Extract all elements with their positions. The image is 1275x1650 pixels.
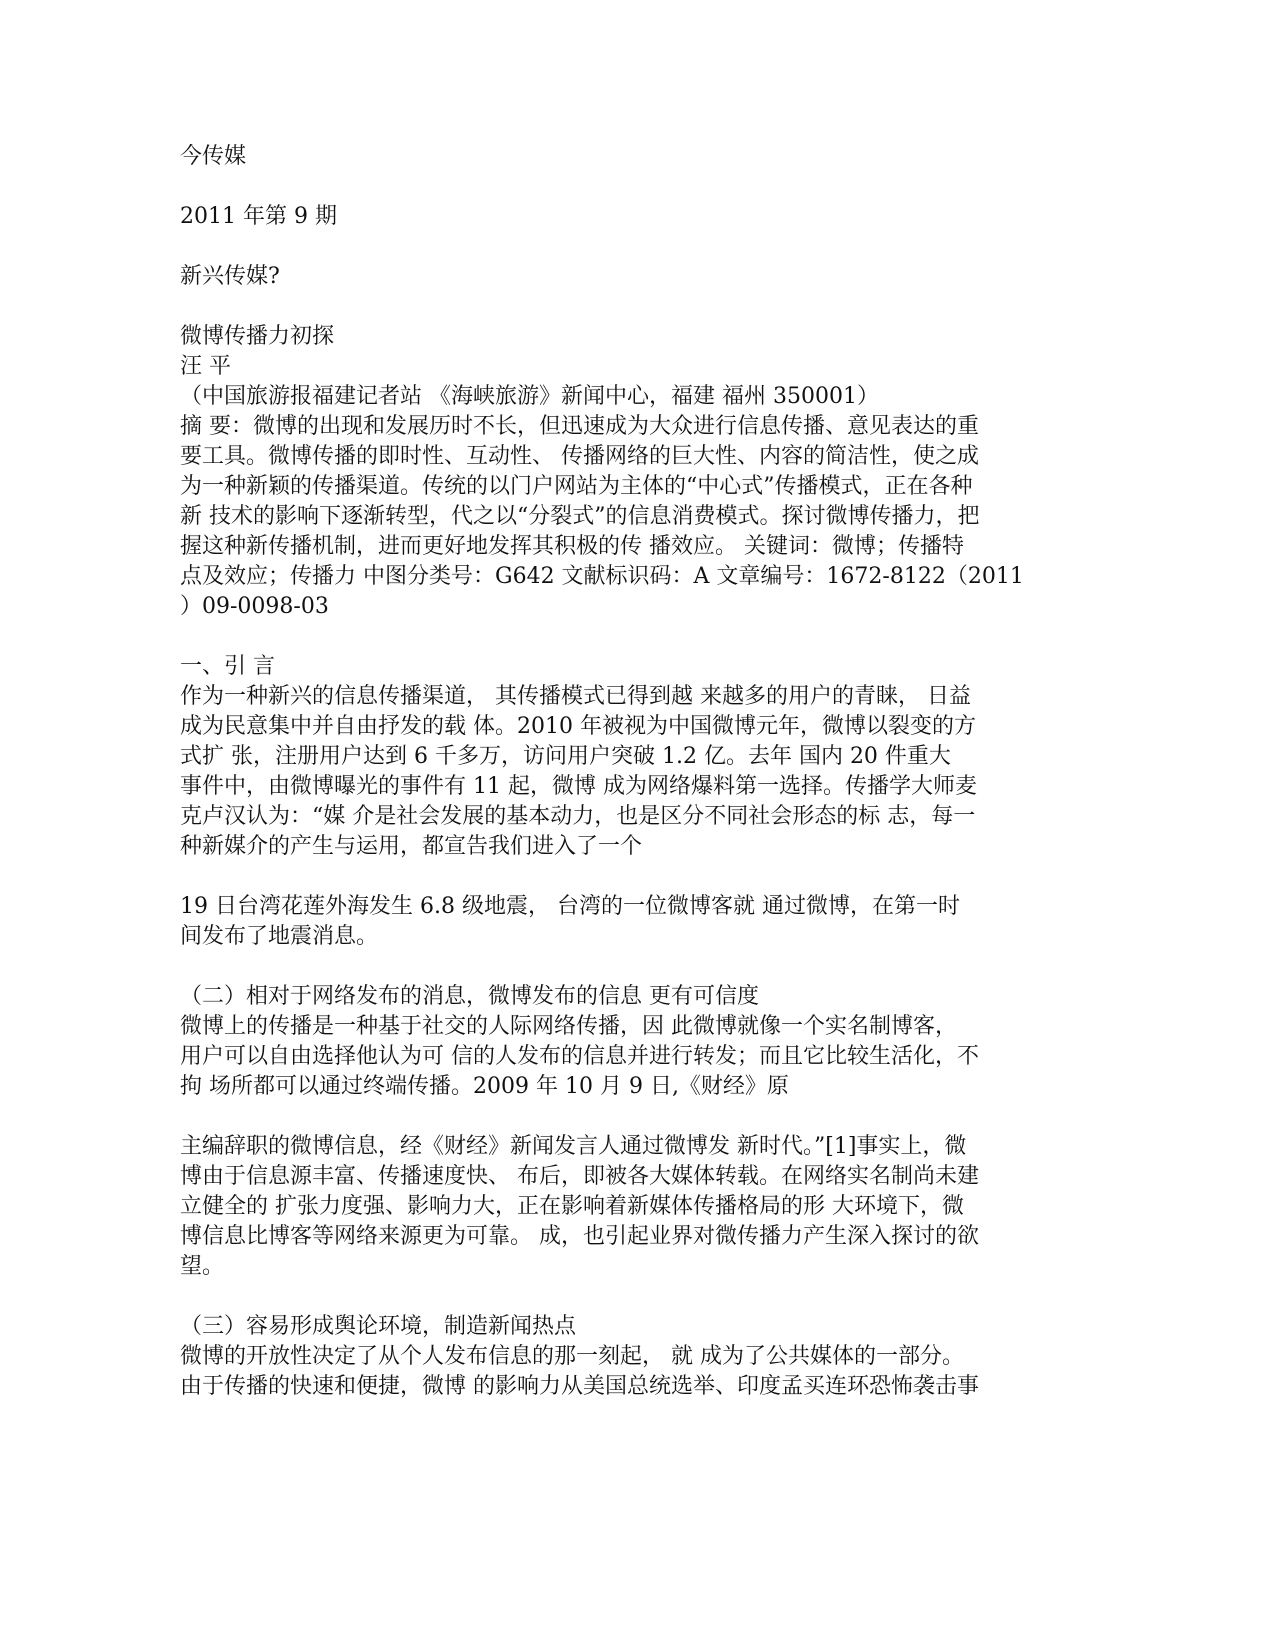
paragraph-line: 微博的开放性决定了从个人发布信息的那一刻起， 就 成为了公共媒体的一部分。 <box>180 1344 964 1369</box>
paragraph-line: 博由于信息源丰富、传播速度快、 布后，即被各大媒体转载。在网络实名制尚未建 <box>180 1164 979 1189</box>
journal-name: 今传媒 <box>180 144 247 169</box>
paragraph-line: 望。 <box>180 1254 225 1279</box>
abstract-line: 新 技术的影响下逐渐转型，代之以“分裂式”的信息消费模式。探讨微博传播力，把 <box>180 504 980 529</box>
abstract-line: ）09-0098-03 <box>180 594 329 619</box>
abstract-line: 要工具。微博传播的即时性、互动性、 传播网络的巨大性、内容的简洁性，使之成 <box>180 444 979 469</box>
abstract-line: 摘 要：微博的出现和发展历时不长，但迅速成为大众进行信息传播、意见表达的重 <box>180 414 979 439</box>
section-label: 新兴传媒? <box>180 264 280 289</box>
abstract-line: 为一种新颖的传播渠道。传统的以门户网站为主体的“中心式”传播模式，正在各种 <box>180 474 973 499</box>
paragraph-line: 事件中，由微博曝光的事件有 11 起，微博 成为网络爆料第一选择。传播学大师麦 <box>180 774 977 799</box>
paragraph-line: 种新媒介的产生与运用，都宣告我们进入了一个 <box>180 834 643 859</box>
paragraph-line: 克卢汉认为：“媒 介是社会发展的基本动力，也是区分不同社会形态的标 志，每一 <box>180 804 976 829</box>
paragraph-line: 立健全的 扩张力度强、影响力大，正在影响着新媒体传播格局的形 大环境下，微 <box>180 1194 964 1219</box>
paragraph-line: 用户可以自由选择他认为可 信的人发布的信息并进行转发；而且它比较生活化，不 <box>180 1044 979 1069</box>
paragraph-line: 主编辞职的微博信息，经《财经》新闻发言人通过微博发 新时代。”[1]事实上，微 <box>180 1134 967 1159</box>
author-affiliation: （中国旅游报福建记者站 《海峡旅游》新闻中心，福建 福州 350001） <box>180 384 879 409</box>
paragraph-line: 成为民意集中并自由抒发的载 体。2010 年被视为中国微博元年，微博以裂变的方 <box>180 714 976 739</box>
issue-number: 2011 年第 9 期 <box>180 204 337 229</box>
paragraph-line: 由于传播的快速和便捷，微博 的影响力从美国总统选举、印度孟买连环恐怖袭击事 <box>180 1374 979 1399</box>
paragraph-line: 拘 场所都可以通过终端传播。2009 年 10 月 9 日,《财经》原 <box>180 1074 789 1099</box>
intro-heading: 一、引 言 <box>180 654 275 679</box>
section-heading: （二）相对于网络发布的消息，微博发布的信息 更有可信度 <box>180 984 759 1009</box>
paragraph-line: 19 日台湾花莲外海发生 6.8 级地震， 台湾的一位微博客就 通过微博，在第一时 <box>180 894 960 919</box>
paragraph-line: 博信息比博客等网络来源更为可靠。 成，也引起业界对微传播力产生深入探讨的欲 <box>180 1224 979 1249</box>
abstract-line: 点及效应；传播力 中图分类号：G642 文献标识码：A 文章编号：1672-8122（2011 <box>180 564 1024 589</box>
section-heading: （三）容易形成舆论环境，制造新闻热点 <box>180 1314 577 1339</box>
paragraph-line: 式扩 张，注册用户达到 6 千多万，访问用户突破 1.2 亿。去年 国内 20 件重大 <box>180 744 951 769</box>
article-title: 微博传播力初探 <box>180 324 335 349</box>
abstract-line: 握这种新传播机制，进而更好地发挥其积极的传 播效应。 关键词：微博；传播特 <box>180 534 964 559</box>
paragraph-line: 微博上的传播是一种基于社交的人际网络传播，因 此微博就像一个实名制博客， <box>180 1014 957 1039</box>
paragraph-line: 间发布了地震消息。 <box>180 924 379 949</box>
paragraph-line: 作为一种新兴的信息传播渠道， 其传播模式已得到越 来越多的用户的青睐， 日益 <box>180 684 971 709</box>
author-name: 汪 平 <box>180 354 231 379</box>
